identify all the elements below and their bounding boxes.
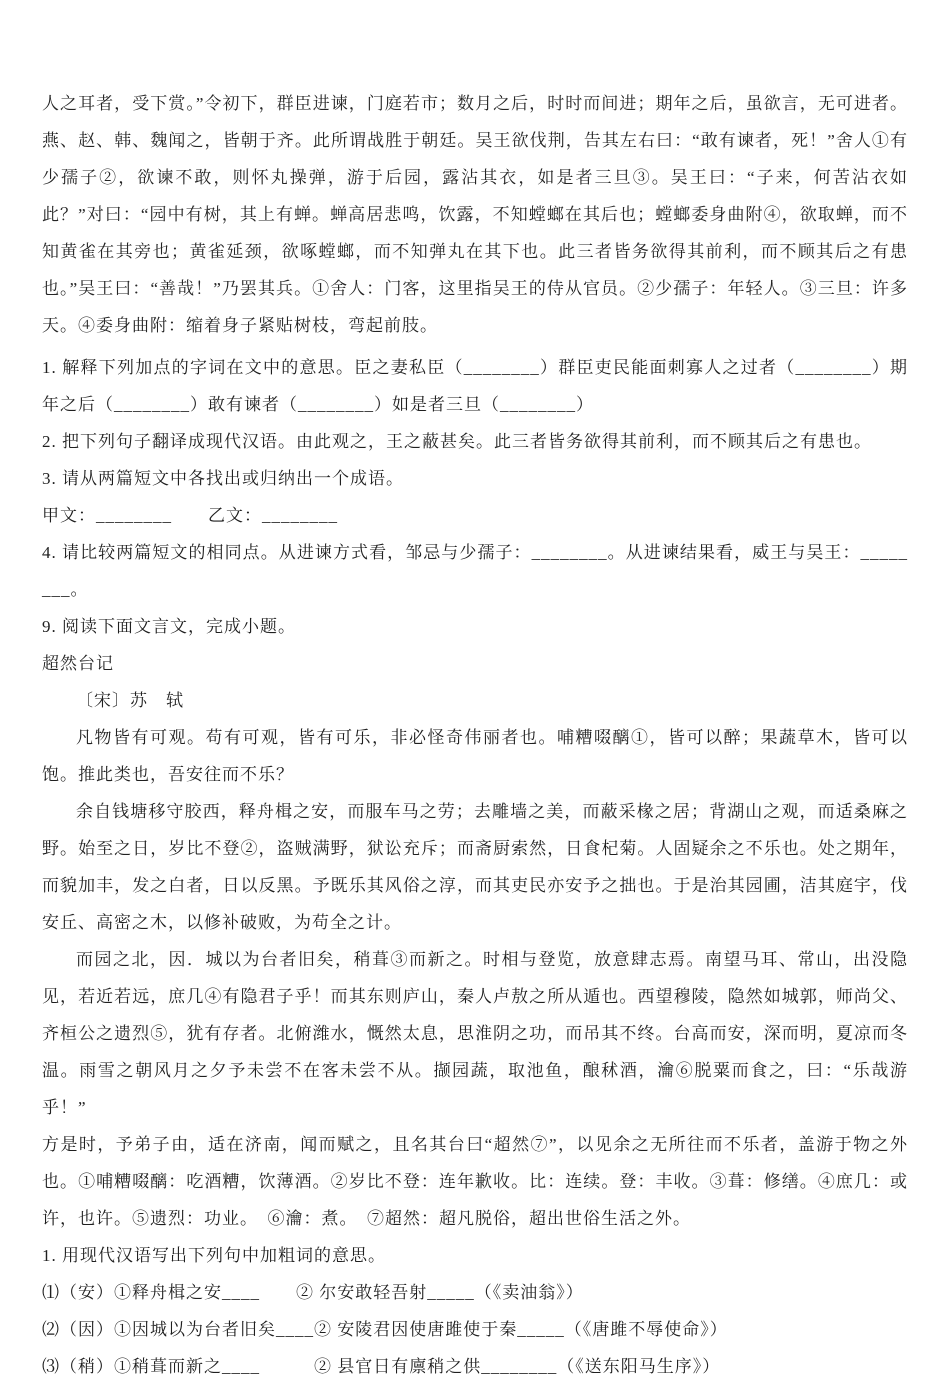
question-1-explain-words: 1. 解释下列加点的字词在文中的意思。臣之妻私臣（________）群臣吏民能面刺寡人之过者（________）期年之后（________）敢有谏者（________）如是者三旦（________） bbox=[42, 358, 908, 414]
question-9-reading: 9. 阅读下面文言文，完成小题。 bbox=[42, 617, 296, 636]
question-2-translate: 2. 把下列句子翻译成现代汉语。由此观之，王之蔽甚矣。此三者皆务欲得其前利，而不顾其后之有患也。 bbox=[42, 432, 872, 451]
question-3-idioms: 3. 请从两篇短文中各找出或归纳出一个成语。 bbox=[42, 469, 404, 488]
sub-question-1-heading: 1. 用现代汉语写出下列句中加粗词的意思。 bbox=[42, 1246, 386, 1265]
essay-paragraph-3: 而园之北，因．城以为台者旧矣，稍葺③而新之。时相与登览，放意肆志焉。南望马耳、常山，出没隐见，若近若远，庶几④有隐君子乎！而其东则庐山，秦人卢敖之所从遁也。西望穆陵，隐然如城郭，师尚父、齐桓公之遗烈⑤，犹有存者。北俯潍水，慨然太息，思淮阴之功，而吊其不终。台高而安，深而明，夏凉而冬温。雨雪之朝风月之夕予未尝不在客未尝不从。撷园蔬，取池鱼，酿秫酒，瀹⑥脱粟而食之，曰：“乐哉游乎！” bbox=[42, 950, 908, 1117]
essay-paragraph-4-with-notes: 方是时，予弟子由，适在济南，闻而赋之，且名其台曰“超然⑦”，以见余之无所往而不乐者，盖游于物之外也。①哺糟啜醨：吃酒糟，饮薄酒。②岁比不登：连年歉收。比：连续。登：丰收。③葺：修缮。④庶几：或许，也许。⑤遗烈：功业。 ⑥瀹：煮。 ⑦超然：超凡脱俗，超出世俗生活之外。 bbox=[42, 1135, 908, 1228]
sub-question-1-item-an: ⑴（安）①释舟楫之安____ ② 尔安敢轻吾射_____（《卖油翁》） bbox=[42, 1283, 584, 1302]
sub-question-1-item-yin: ⑵（因）①因城以为台者旧矣____② 安陵君因使唐雎使于秦_____（《唐雎不辱使命》） bbox=[42, 1320, 728, 1339]
essay-paragraph-1: 凡物皆有可观。苟有可观，皆有可乐，非必怪奇伟丽者也。哺糟啜醨①，皆可以醉；果蔬草木，皆可以饱。推此类也，吾安往而不乐？ bbox=[42, 728, 908, 784]
passage-jia-yi-continuation: 人之耳者，受下赏。”令初下，群臣进谏，门庭若市；数月之后，时时而间进；期年之后，虽欲言，无可进者。燕、赵、韩、魏闻之，皆朝于齐。此所谓战胜于朝廷。吴王欲伐荆，告其左右曰：“敢有谏者，死！”舍人①有少孺子②，欲谏不敢，则怀丸操弹，游于后园，露沾其衣，如是者三旦③。吴王曰：“子来，何苦沾衣如此？”对曰：“园中有树，其上有蝉。蝉高居悲鸣，饮露，不知螳螂在其后也；螳螂委身曲附④，欲取蝉，而不知黄雀在其旁也；黄雀延颈，欲啄螳螂，而不知弹丸在其下也。此三者皆务欲得其前利，而不顾其后之有患也。”吴王曰：“善哉！”乃罢其兵。①舍人：门客，这里指吴王的侍从官员。②少孺子：年轻人。③三旦：许多天。④委身曲附：缩着身子紧贴树枝，弯起前肢。 bbox=[42, 94, 908, 335]
question-4-compare: 4. 请比较两篇短文的相同点。从进谏方式看，邹忌与少孺子：________。从进谏结果看，威王与吴王：________。 bbox=[42, 543, 908, 599]
essay-paragraph-2: 余自钱塘移守胶西，释舟楫之安，而服车马之劳；去雕墙之美，而蔽采椽之居；背湖山之观，而适桑麻之野。始至之日，岁比不登②，盗贼满野，狱讼充斥；而斋厨索然，日食杞菊。人固疑余之不乐也。处之期年，而貌加丰，发之白者，日以反黑。予既乐其风俗之淳，而其吏民亦安予之拙也。于是治其园圃，洁其庭宇，伐安丘、高密之木，以修补破败，为苟全之计。 bbox=[42, 802, 908, 932]
essay-title: 超然台记 bbox=[42, 654, 114, 673]
essay-author: 〔宋〕苏 轼 bbox=[76, 691, 184, 710]
sub-question-1-item-shao: ⑶（稍）①稍葺而新之____ ② 县官日有廪稍之供________（《送东阳马生序》） bbox=[42, 1357, 721, 1376]
answer-blanks-jia-yi: 甲文：________ 乙文：________ bbox=[42, 506, 338, 525]
